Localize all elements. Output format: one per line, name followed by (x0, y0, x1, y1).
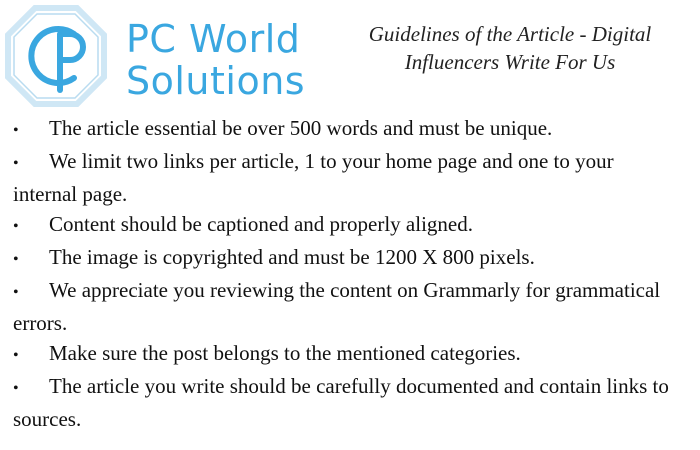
logo-text-line1: PC World (126, 17, 301, 61)
logo-text-line2: Solutions (126, 59, 306, 103)
list-item (13, 113, 673, 146)
list-item (13, 146, 673, 209)
pc-logo-icon (4, 4, 108, 108)
list-item (13, 338, 673, 371)
logo (4, 4, 334, 104)
list-item-text: Make sure the post belongs to the mentioned categories. (49, 341, 521, 365)
bullet-icon: • (13, 155, 19, 172)
header (0, 0, 700, 110)
list-item-text: Content should be captioned and properly aligned. (49, 212, 473, 236)
bullet-icon: • (13, 347, 19, 364)
bullet-icon: • (13, 122, 19, 139)
list-item-text: The article essential be over 500 words and must be unique. (49, 116, 553, 140)
list-item-text: We limit two links per article, 1 to your home page and one to your internal page. (13, 149, 614, 206)
list-item (13, 371, 673, 434)
list-item-text: We appreciate you reviewing the content on Grammarly for grammatical errors. (13, 278, 661, 335)
bullet-icon: • (13, 284, 19, 301)
list-item (13, 275, 673, 338)
list-item (13, 242, 673, 275)
list-item (13, 209, 673, 242)
guidelines-list (13, 113, 673, 434)
bullet-icon: • (13, 380, 19, 397)
bullet-icon: • (13, 251, 19, 268)
article-title: Guidelines of the Article - Digital Influencers Write For Us (368, 22, 652, 74)
list-item-text: The article you write should be carefully documented and contain links to sources. (13, 374, 669, 431)
bullet-icon: • (13, 218, 19, 235)
list-item-text: The image is copyrighted and must be 1200 X 800 pixels. (49, 245, 535, 269)
